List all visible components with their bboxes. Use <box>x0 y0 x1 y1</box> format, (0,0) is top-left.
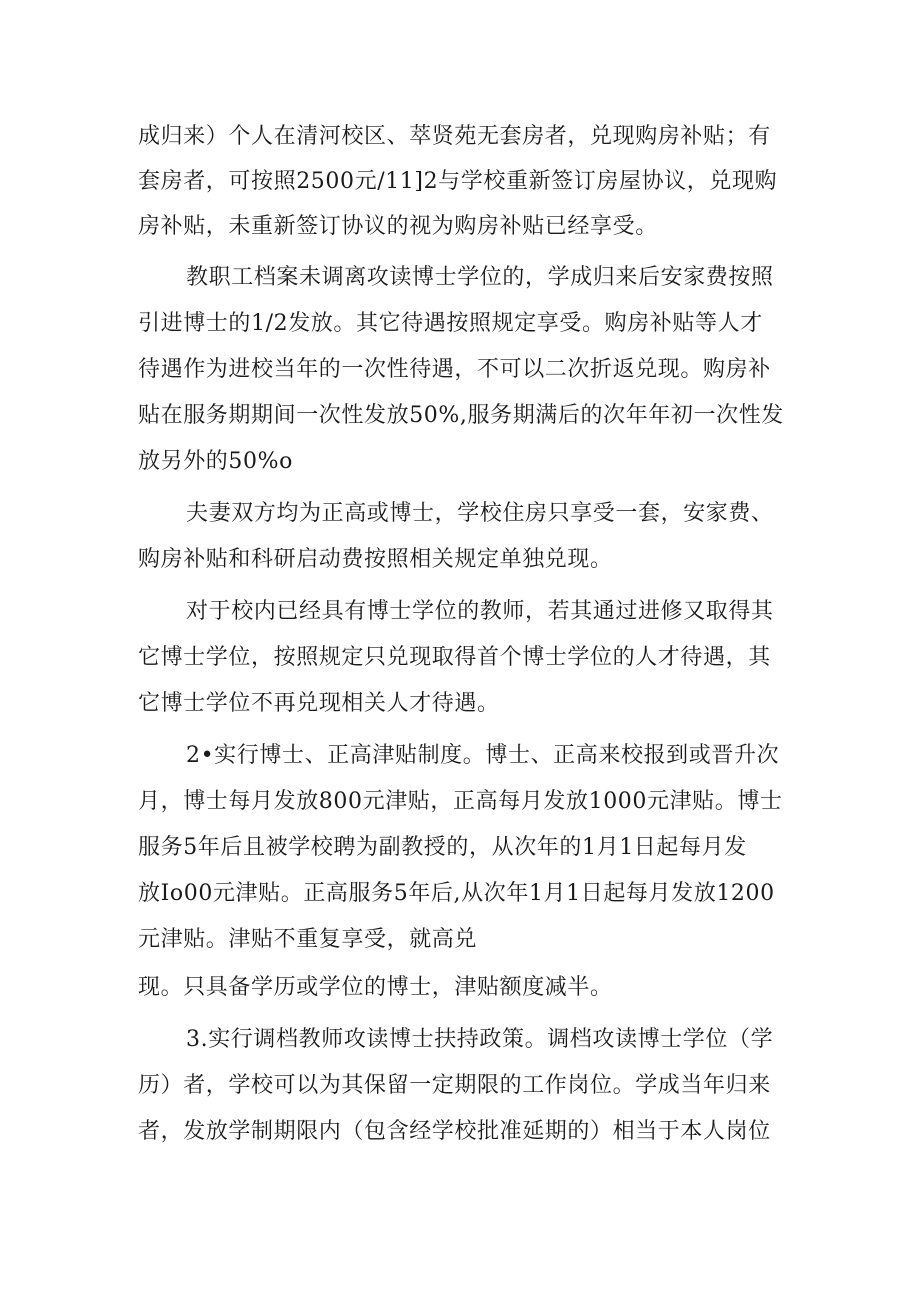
text-line: 放Io00元津贴。正高服务5年后,从次年1月1日起每月发放1200 <box>138 881 775 906</box>
text-line: 现。只具备学历或学位的博士，津贴额度减半。 <box>138 975 613 1000</box>
text-line: 教职工档案未调离攻读博士学位的，学成归来后安家费按照 <box>186 265 774 290</box>
text-line: 套房者，可按照2500元/11]2与学校重新签订房屋协议，兑现购 <box>138 169 778 194</box>
text-line: 引进博士的1/2发放。其它待遇按照规定享受。购房补贴等人才 <box>138 311 763 336</box>
text-line: 待遇作为进校当年的一次性待遇，不可以二次折返兑现。购房补 <box>138 357 771 382</box>
text-line: 成归来）个人在清河校区、萃贤苑无套房者，兑现购房补贴；有 <box>138 124 771 149</box>
text-line: 贴在服务期期间一次性发放50%,服务期满后的次年年初一次性发 <box>138 403 784 428</box>
text-line: 它博士学位，按照规定只兑现取得首个博士学位的人才待遇，其 <box>138 645 771 670</box>
text-line: 历）者，学校可以为其保留一定期限的工作岗位。学成当年归来 <box>138 1073 771 1098</box>
text-line: 夫妻双方均为正高或博士，学校住房只享受一套，安家费、 <box>186 501 774 526</box>
text-line: 房补贴，未重新签订协议的视为购房补贴已经享受。 <box>138 214 658 239</box>
text-line: 对于校内已经具有博士学位的教师，若其通过进修又取得其 <box>186 599 774 624</box>
text-line: 月，博士每月发放800元津贴，正高每月发放1000元津贴。博士 <box>138 789 783 814</box>
text-line: 购房补贴和科研启动费按照相关规定单独兑现。 <box>138 547 613 572</box>
text-line: 放另外的50%o <box>138 449 293 474</box>
text-line: 服务5年后且被学校聘为副教授的，从次年的1月1日起每月发 <box>138 835 747 860</box>
text-line: 元津贴。津贴不重复享受，就高兑 <box>138 927 478 952</box>
text-line: 2•实行博士、正高津贴制度。博士、正高来校报到或晋升次 <box>186 743 780 768</box>
text-line: 它博士学位不再兑现相关人才待遇。 <box>138 691 500 716</box>
text-line: 者，发放学制期限内（包含经学校批准延期的）相当于本人岗位 <box>138 1119 771 1144</box>
text-line: 3.实行调档教师攻读博士扶持政策。调档攻读博士学位（学 <box>186 1027 774 1052</box>
